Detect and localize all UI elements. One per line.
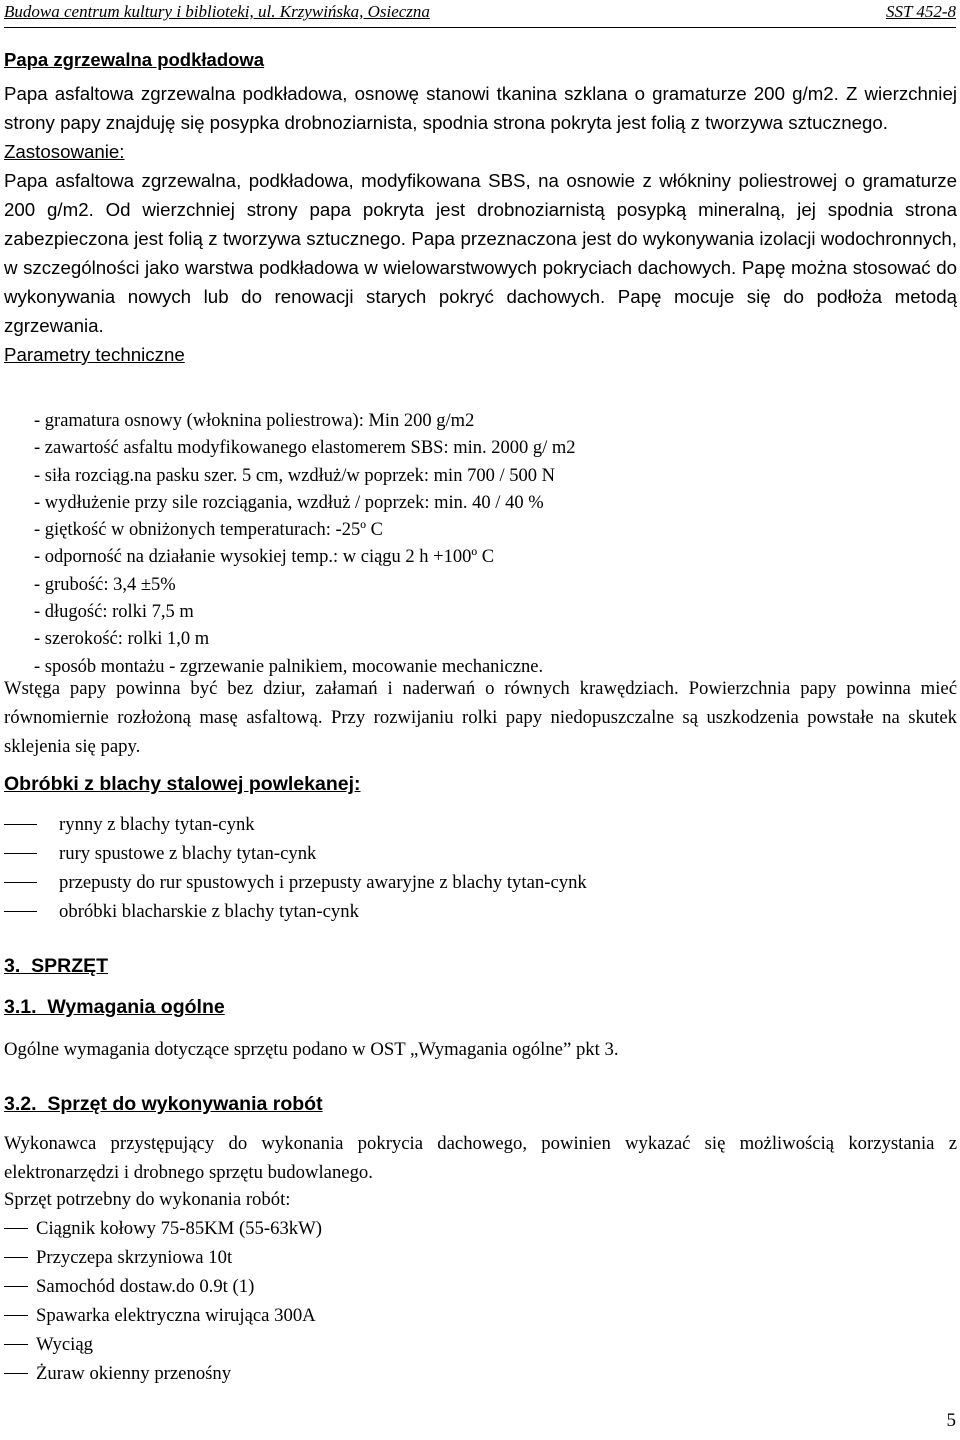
list-item bbox=[4, 810, 587, 839]
param-item: - zawartość asfaltu modyfikowanego elastomerem SBS: min. 2000 g/ m2 bbox=[34, 438, 576, 459]
list-item-text: Wyciąg bbox=[36, 1334, 93, 1355]
subsection-heading-3-2: 3.2. Sprzęt do wykonywania robót bbox=[4, 1093, 323, 1115]
papa-closing-text: Wstęga papy powinna być bez dziur, załamań i naderwań o równych krawędziach. Powierzchnia papy powinna mieć równomiernie rozłożoną masę asfaltową. Przy rozwijaniu rolki papy niedopuszczalne są uszkodzenia powstałe na skutek sklejenia się papy. bbox=[4, 678, 957, 757]
list-item bbox=[4, 1301, 322, 1330]
list-item-text: Spawarka elektryczna wirująca 300A bbox=[36, 1305, 316, 1326]
dash-bullet bbox=[4, 1228, 28, 1229]
section-heading-sprzet: 3. SPRZĘT bbox=[4, 955, 109, 977]
param-item: - wydłużenie przy sile rozciągania, wzdłuż / poprzek: min. 40 / 40 % bbox=[34, 492, 544, 513]
dash-bullet bbox=[4, 1286, 28, 1287]
list-item bbox=[4, 868, 587, 897]
list-item bbox=[4, 1214, 322, 1243]
page-header bbox=[4, 0, 956, 28]
subsection-heading-3-1: 3.1. Wymagania ogólne bbox=[4, 996, 225, 1018]
list-item-text: Przyczepa skrzyniowa 10t bbox=[36, 1247, 233, 1268]
papa-description: Papa asfaltowa zgrzewalna podkładowa, osnowę stanowi tkanina szklana o gramaturze 200 g/m2. Z wierzchniej strony papy znajduję się posypka drobnoziarnista, spodnia strona pokryta jest folią z tworzywa sztucznego. bbox=[4, 83, 957, 133]
param-item: - gramatura osnowy (włoknina poliestrowa): Min 200 g/m2 bbox=[34, 411, 475, 431]
param-item: - siła rozciąg.na pasku szer. 5 cm, wzdłuż/w poprzek: min 700 / 500 N bbox=[34, 465, 555, 486]
list-item-text: Samochód dostaw.do 0.9t (1) bbox=[36, 1276, 255, 1297]
list-item-text: obróbki blacharskie z blachy tytan-cynk bbox=[59, 901, 359, 922]
params-label: Parametry techniczne bbox=[4, 344, 185, 365]
section-title-obrobki: Obróbki z blachy stalowej powlekanej: bbox=[4, 773, 361, 795]
dash-bullet bbox=[4, 1257, 28, 1258]
technical-params-list bbox=[34, 408, 576, 681]
list-item bbox=[4, 1359, 322, 1388]
param-item: - grubość: 3,4 ±5% bbox=[34, 574, 176, 595]
header-spec-code: SST 452-8 bbox=[885, 2, 956, 21]
list-item bbox=[4, 1330, 322, 1359]
list-item-text: rynny z blachy tytan-cynk bbox=[59, 814, 255, 835]
obrobki-list bbox=[4, 810, 587, 926]
param-item: - sposób montażu - zgrzewanie palnikiem, mocowanie mechaniczne. bbox=[34, 656, 544, 677]
section-title-papa: Papa zgrzewalna podkładowa bbox=[4, 49, 265, 70]
dash-bullet bbox=[4, 1373, 28, 1374]
list-item-text: rury spustowe z blachy tytan-cynk bbox=[59, 843, 317, 864]
dash-bullet bbox=[4, 882, 37, 883]
list-item-text: Żuraw okienny przenośny bbox=[36, 1363, 232, 1384]
page-number: 5 bbox=[946, 1410, 956, 1431]
list-item-text: Ciągnik kołowy 75-85KM (55-63kW) bbox=[36, 1218, 322, 1239]
header-project-title: Budowa centrum kultury i biblioteki, ul. Krzywińska, Osieczna bbox=[4, 2, 430, 21]
zastosowanie-text: Papa asfaltowa zgrzewalna, podkładowa, modyfikowana SBS, na osnowie z włókniny poliestrowej o gramaturze 200 g/m2. Od wierzchniej strony papa pokryta jest drobnoziarnistą posypką mineralną, jej spodnia strona zabezpieczona jest folią z tworzywa sztucznego. Papa przeznaczona jest do wykonywania izolacji wodochronnych, w szczególności jako warstwa podkładowa w wielowarstwowych pokryciach dachowych. Papę można stosować do wykonywania nowych lub do renowacji starych pokryć dachowych. Papę mocuje się do podłoża metodą zgrzewania. bbox=[4, 170, 957, 336]
param-item: - szerokość: rolki 1,0 m bbox=[34, 629, 210, 650]
zastosowanie-label: Zastosowanie: bbox=[4, 141, 125, 162]
subsection-text-3-1: Ogólne wymagania dotyczące sprzętu podano w OST „Wymagania ogólne” pkt 3. bbox=[4, 1039, 619, 1060]
param-item: - giętkość w obniżonych temperaturach: -25º C bbox=[34, 520, 383, 541]
dash-bullet bbox=[4, 824, 37, 825]
equipment-label: Sprzęt potrzebny do wykonania robót: bbox=[4, 1189, 291, 1210]
dash-bullet bbox=[4, 911, 37, 912]
list-item bbox=[4, 1272, 322, 1301]
list-item bbox=[4, 897, 587, 926]
list-item-text: przepusty do rur spustowych i przepusty awaryjne z blachy tytan-cynk bbox=[59, 872, 587, 893]
dash-bullet bbox=[4, 853, 37, 854]
subsection-text-3-2: Wykonawca przystępujący do wykonania pokrycia dachowego, powinien wykazać się możliwością korzystania z elektronarzędzi i drobnego sprzętu budowlanego. bbox=[4, 1133, 957, 1183]
dash-bullet bbox=[4, 1344, 28, 1345]
param-item: - długość: rolki 7,5 m bbox=[34, 602, 194, 623]
list-item bbox=[4, 839, 587, 868]
param-item: - odporność na działanie wysokiej temp.: w ciągu 2 h +100º C bbox=[34, 547, 495, 568]
document-body bbox=[4, 46, 957, 369]
equipment-list bbox=[4, 1214, 322, 1388]
list-item bbox=[4, 1243, 322, 1272]
dash-bullet bbox=[4, 1315, 28, 1316]
